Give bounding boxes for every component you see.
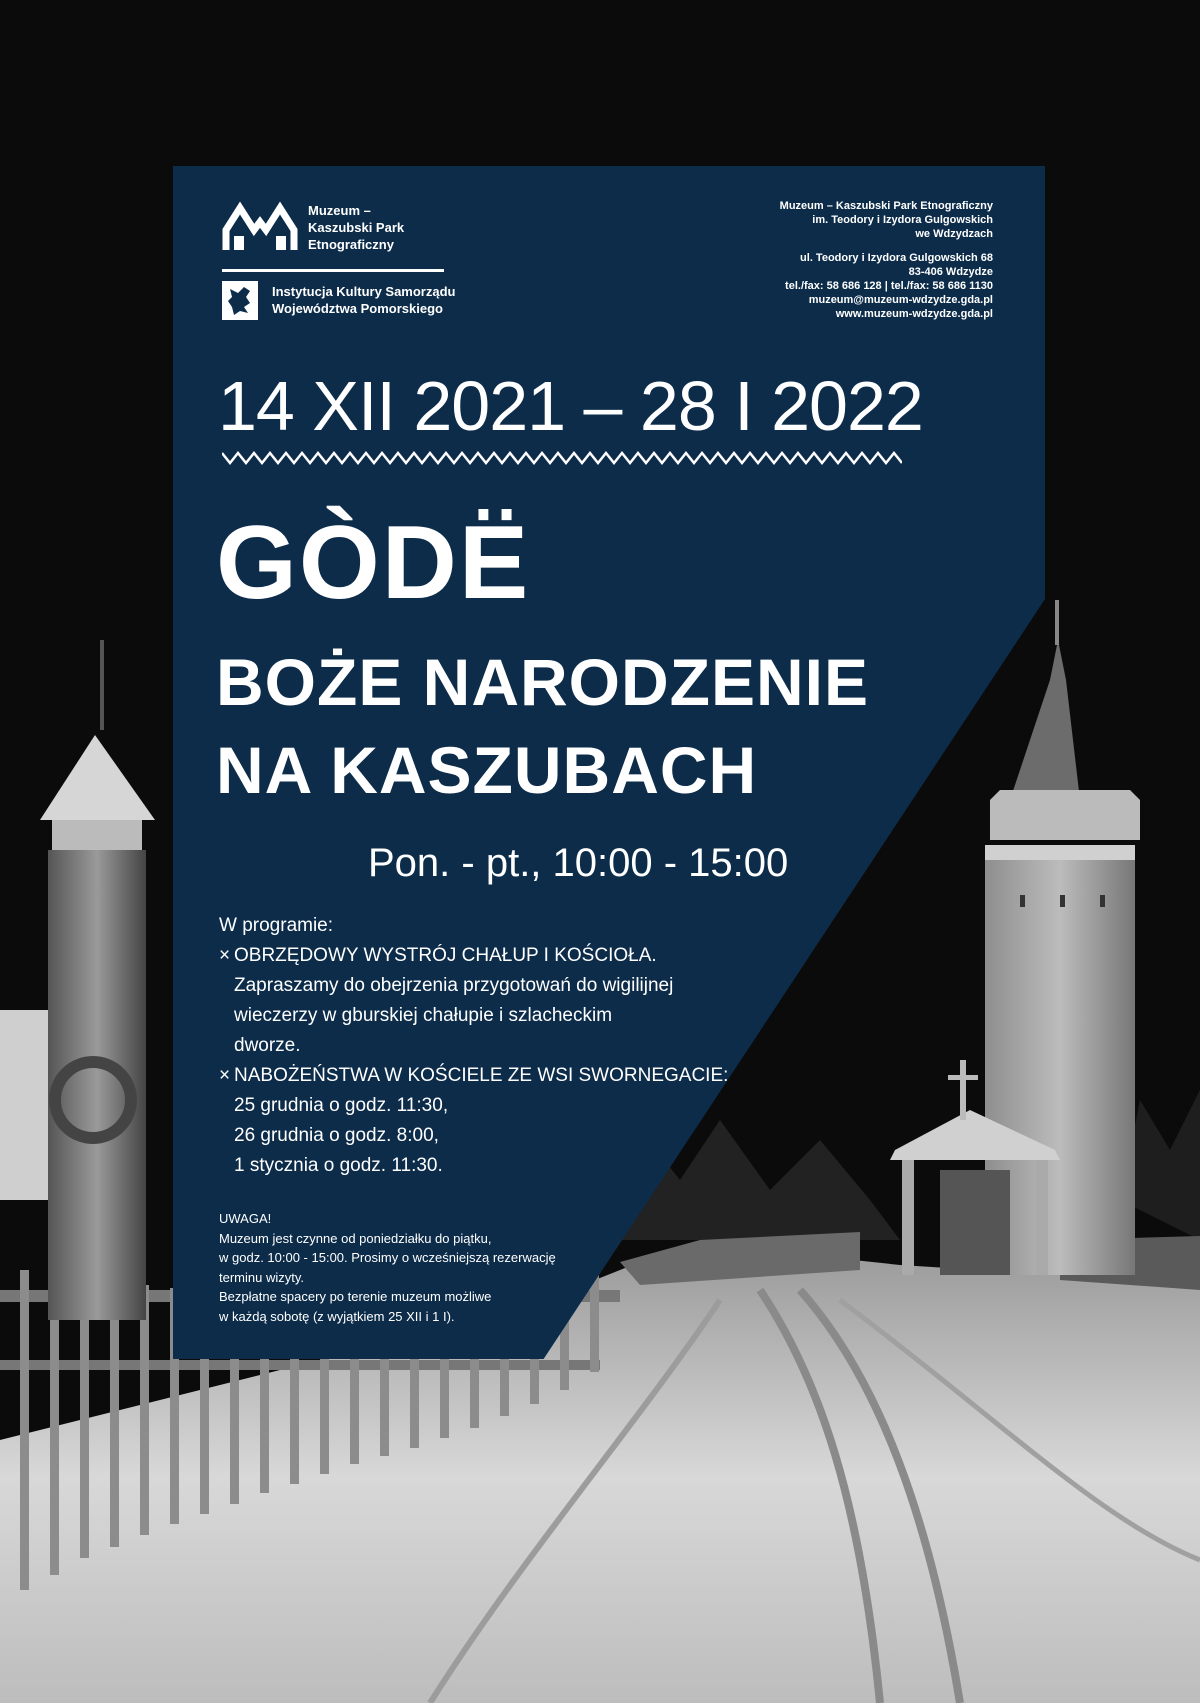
program-item-line: Zapraszamy do obejrzenia przygotowań do wigilijnej <box>234 975 674 996</box>
institution-line: Województwa Pomorskiego <box>272 301 443 316</box>
notice-line: w godz. 10:00 - 15:00. Prosimy o wcześniejszą rezerwację <box>219 1250 556 1265</box>
program-item-line: 25 grudnia o godz. 11:30, <box>234 1095 449 1116</box>
contact-line: Muzeum – Kaszubski Park Etnograficzny <box>779 200 993 212</box>
notice-heading: UWAGA! <box>219 1211 272 1226</box>
pomorskie-crest-icon <box>222 281 258 320</box>
subtitle-line: NA KASZUBACH <box>216 733 758 807</box>
program-item-head: OBRZĘDOWY WYSTRÓJ CHAŁUP I KOŚCIOŁA. <box>234 945 657 966</box>
contact-info <box>663 199 993 321</box>
contact-line: im. Teodory i Izydora Gulgowskich <box>812 214 993 226</box>
event-title: GÒDË <box>216 505 531 621</box>
bullet-icon: × <box>219 1065 231 1086</box>
institution-label <box>272 283 472 317</box>
notice-line: w każdą sobotę (z wyjątkiem 25 XII i 1 I). <box>219 1308 455 1324</box>
program-item-line: dworze. <box>234 1035 301 1056</box>
bullet-icon: × <box>219 945 231 966</box>
program-item <box>219 941 739 971</box>
museum-name-line: Kaszubski Park <box>308 220 405 235</box>
program-item-head: NABOŻEŃSTWA W KOŚCIELE ZE WSI SWORNEGACIE: <box>234 1065 729 1086</box>
contact-address: ul. Teodory i Izydora Gulgowskich 68 <box>800 252 993 264</box>
contact-line: we Wdzydzach <box>915 228 993 240</box>
program-item-line: 1 stycznia o godz. 11:30. <box>234 1155 443 1176</box>
program-item-line: 26 grudnia o godz. 8:00, <box>234 1125 439 1146</box>
museum-logo-icon <box>222 200 298 254</box>
museum-name <box>308 202 468 253</box>
notice-line: Bezpłatne spacery po terenie muzeum możliwe <box>219 1289 492 1304</box>
opening-time: 10:00 - 15:00 <box>552 841 789 885</box>
contact-phone: tel./fax: 58 686 128 | tel./fax: 58 686 1130 <box>785 280 993 292</box>
notice-line: terminu wizyty. <box>219 1269 304 1285</box>
contact-postcode: 83-406 Wdzydze <box>908 266 993 278</box>
event-subtitle <box>216 638 976 814</box>
program-heading: W programie: <box>219 915 334 936</box>
contact-website[interactable]: www.muzeum-wdzydze.gda.pl <box>835 308 993 320</box>
zigzag-divider <box>222 451 902 465</box>
logo-divider <box>222 269 444 272</box>
program-section <box>219 911 739 1181</box>
institution-line: Instytucja Kultury Samorządu <box>272 284 456 299</box>
subtitle-line: BOŻE NARODZENIE <box>216 645 870 719</box>
program-item-line: wieczerzy w gburskiej chałupie i szlacheckim <box>234 1005 613 1026</box>
program-item <box>219 1061 739 1091</box>
opening-days: Pon. - pt., <box>368 841 553 885</box>
visitor-notice <box>219 1209 599 1326</box>
notice-line: Muzeum jest czynne od poniedziałku do piątku, <box>219 1230 492 1246</box>
museum-name-line: Muzeum – <box>308 203 371 218</box>
museum-name-line: Etnograficzny <box>308 237 394 252</box>
event-date-range: 14 XII 2021 – 28 I 2022 <box>218 367 923 445</box>
opening-hours <box>368 838 868 888</box>
contact-email[interactable]: muzeum@muzeum-wdzydze.gda.pl <box>808 294 993 306</box>
